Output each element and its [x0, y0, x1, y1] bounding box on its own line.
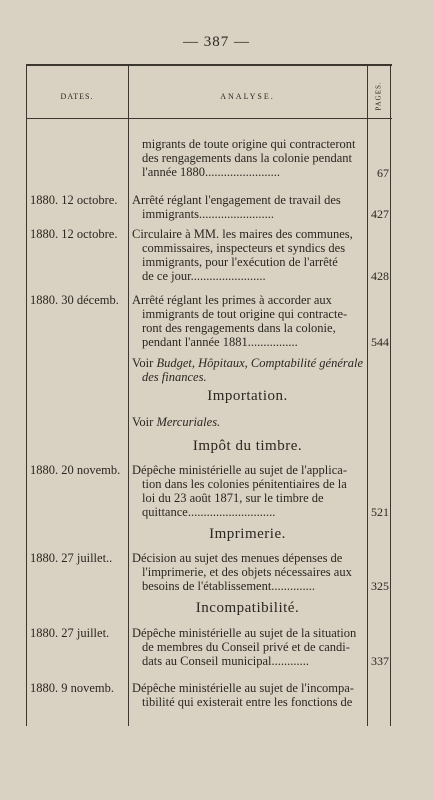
see-also-ref: Mercuriales. — [156, 415, 221, 429]
see-also-ref: Budget, Hôpitaux, Comptabilité générale — [156, 356, 363, 370]
entry-analysis — [132, 193, 363, 221]
entry-line: commissaires, inspecteurs et syndics des — [142, 241, 346, 255]
entry-line: de membres du Conseil privé et de candi- — [142, 640, 350, 654]
entry-analysis — [132, 551, 363, 593]
see-also-prefix: Voir — [132, 356, 157, 370]
entry-date: 1880. 12 octobre. — [30, 227, 118, 241]
entry-analysis — [132, 227, 363, 283]
entry-analysis — [132, 626, 363, 668]
entry-line: migrants de toute origine qui contracteront — [142, 137, 356, 151]
entry-line: tibilité qui existerait entre les fonctions de — [142, 695, 353, 709]
section-title: Imprimerie. — [209, 526, 286, 542]
dates-column-rule — [128, 66, 129, 726]
entry-line: Décision au sujet des menues dépenses de — [132, 551, 343, 565]
entry-line: ront des rengagements dans la colonie, — [142, 321, 336, 335]
entry-line: Circulaire à MM. les maires des communes, — [132, 227, 353, 241]
entry-line: dats au Conseil municipal............ — [142, 654, 309, 668]
entry-line: Arrêté réglant l'engagement de travail des — [132, 193, 341, 207]
header-pages — [367, 78, 390, 114]
entry-line: immigrants de tout origine qui contracte- — [142, 307, 348, 321]
see-also — [132, 415, 363, 429]
entry-date: 1880. 27 juillet.. — [30, 551, 113, 565]
entry-line: l'imprimerie, et des objets nécessaires aux — [142, 565, 352, 579]
page-number: — 387 — — [183, 34, 250, 50]
entry-page: 428 — [371, 269, 389, 283]
entry-line: l'année 1880........................ — [142, 165, 280, 179]
entry-page: 337 — [371, 654, 389, 668]
entry-analysis — [132, 463, 363, 519]
entry-page: 325 — [371, 579, 389, 593]
entry-line: immigrants, pour l'exécution de l'arrêté — [142, 255, 338, 269]
entry-line: Dépêche ministérielle au sujet de l'incompa- — [132, 681, 354, 695]
header-analyse: ANALYSE. — [220, 92, 275, 101]
entry-analysis — [132, 137, 363, 179]
entry-line: des rengagements dans la colonie pendant — [142, 151, 352, 165]
entry-line: besoins de l'établissement.............. — [142, 579, 316, 593]
entry-date: 1880. 27 juillet. — [30, 626, 110, 640]
entry-line: quittance............................ — [142, 505, 276, 519]
entry-date: 1880. 30 décemb. — [30, 293, 119, 307]
see-also-line — [132, 356, 363, 370]
entry-line: loi du 23 août 1871, sur le timbre de — [142, 491, 324, 505]
see-also-ref: des finances. — [142, 370, 207, 384]
entry-page: 427 — [371, 207, 389, 221]
entry-page: 544 — [371, 335, 389, 349]
header-rule — [26, 118, 392, 119]
see-also-line — [132, 370, 363, 384]
entry-line: Dépêche ministérielle au sujet de l'applica- — [132, 463, 348, 477]
table-border-left — [26, 66, 27, 726]
entry-line: Dépêche ministérielle au sujet de la situation — [132, 626, 357, 640]
entry-line: Arrêté réglant les primes à accorder aux — [132, 293, 332, 307]
entry-date: 1880. 20 novemb. — [30, 463, 121, 477]
header-pages-label: PAGES. — [374, 81, 383, 111]
pages-column-rule — [367, 66, 368, 726]
see-also — [132, 356, 363, 384]
see-also-line — [132, 415, 363, 429]
entry-line: tion dans les colonies pénitentiaires de la — [142, 477, 347, 491]
header-dates: DATES. — [60, 92, 94, 101]
entry-line: de ce jour........................ — [142, 269, 266, 283]
see-also-prefix: Voir — [132, 415, 157, 429]
table-border-right — [390, 66, 391, 726]
entry-page: 521 — [371, 505, 389, 519]
entry-line: pendant l'année 1881................ — [142, 335, 298, 349]
entry-date: 1880. 9 novemb. — [30, 681, 115, 695]
entry-line: immigrants........................ — [142, 207, 274, 221]
entry-analysis — [132, 681, 363, 709]
entry-analysis — [132, 293, 363, 349]
section-title: Impôt du timbre. — [192, 438, 303, 454]
entry-page: 67 — [377, 166, 389, 180]
index-table — [26, 64, 392, 726]
section-title: Incompatibilité. — [195, 600, 300, 616]
section-title: Importation. — [207, 388, 288, 404]
entry-date: 1880. 12 octobre. — [30, 193, 118, 207]
